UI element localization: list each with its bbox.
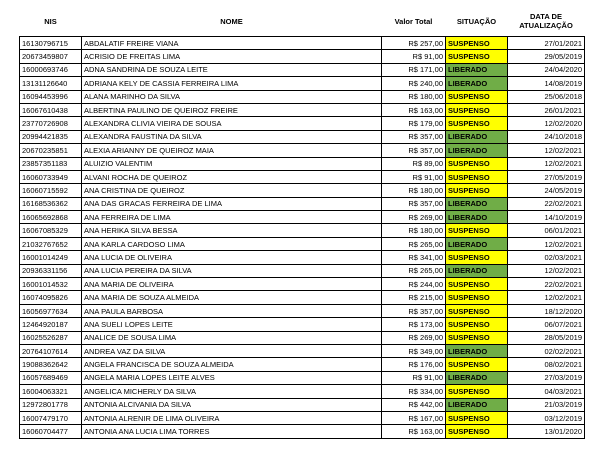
table-row: [20, 103, 585, 116]
cell-nis: 16001014249: [20, 251, 82, 264]
cell-valor-total: R$ 180,00: [382, 184, 446, 197]
cell-data-atualizacao: 14/08/2019: [508, 77, 585, 90]
cell-nome: ANA KARLA CARDOSO LIMA: [82, 237, 382, 250]
cell-situacao: LIBERADO: [446, 130, 508, 143]
cell-situacao: SUSPENSO: [446, 318, 508, 331]
cell-situacao: LIBERADO: [446, 77, 508, 90]
table-row: [20, 318, 585, 331]
cell-situacao: SUSPENSO: [446, 184, 508, 197]
cell-valor-total: R$ 91,00: [382, 371, 446, 384]
table-row: [20, 411, 585, 424]
cell-situacao: SUSPENSO: [446, 103, 508, 116]
cell-valor-total: R$ 265,00: [382, 264, 446, 277]
table-row: [20, 344, 585, 357]
cell-valor-total: R$ 257,00: [382, 37, 446, 50]
cell-situacao: LIBERADO: [446, 144, 508, 157]
cell-data-atualizacao: 12/02/2021: [508, 144, 585, 157]
cell-nome: ANGELICA MICHERLY DA SILVA: [82, 385, 382, 398]
table-row: [20, 278, 585, 291]
cell-situacao: SUSPENSO: [446, 157, 508, 170]
cell-valor-total: R$ 442,00: [382, 398, 446, 411]
cell-valor-total: R$ 91,00: [382, 50, 446, 63]
cell-nome: ANA MARIA DE SOUZA ALMEIDA: [82, 291, 382, 304]
cell-data-atualizacao: 27/01/2021: [508, 37, 585, 50]
header-nome: NOME: [220, 16, 243, 26]
header-data-line2: ATUALIZAÇÃO: [519, 21, 573, 30]
cell-situacao: SUSPENSO: [446, 385, 508, 398]
cell-valor-total: R$ 269,00: [382, 211, 446, 224]
cell-nome: ANA CRISTINA DE QUEIROZ: [82, 184, 382, 197]
cell-valor-total: R$ 357,00: [382, 130, 446, 143]
cell-situacao: LIBERADO: [446, 344, 508, 357]
cell-valor-total: R$ 180,00: [382, 90, 446, 103]
cell-data-atualizacao: 12/02/2021: [508, 237, 585, 250]
cell-nis: 16060704477: [20, 425, 82, 438]
cell-nome: ANTONIA ANA LUCIA LIMA TORRES: [82, 425, 382, 438]
cell-nis: 16000693746: [20, 63, 82, 76]
cell-valor-total: R$ 173,00: [382, 318, 446, 331]
cell-nis: 16001014532: [20, 278, 82, 291]
cell-nome: ANA FERREIRA DE LIMA: [82, 211, 382, 224]
table-row: [20, 264, 585, 277]
header-nis: NIS: [44, 16, 57, 26]
cell-data-atualizacao: 02/03/2021: [508, 251, 585, 264]
cell-nome: ALBERTINA PAULINO DE QUEIROZ FREIRE: [82, 103, 382, 116]
cell-situacao: LIBERADO: [446, 264, 508, 277]
cell-nome: ALEXIA ARIANNY DE QUEIROZ MAIA: [82, 144, 382, 157]
cell-nis: 21032767652: [20, 237, 82, 250]
table-row: [20, 211, 585, 224]
cell-valor-total: R$ 265,00: [382, 237, 446, 250]
table-row: [20, 197, 585, 210]
cell-nis: 16060715592: [20, 184, 82, 197]
cell-nome: ADRIANA KELY DE CASSIA FERREIRA LIMA: [82, 77, 382, 90]
header-row: [20, 6, 585, 37]
cell-data-atualizacao: 06/01/2021: [508, 224, 585, 237]
cell-nome: ANA HERIKA SILVA BESSA: [82, 224, 382, 237]
header-data-line1: DATA DE: [530, 12, 562, 21]
cell-data-atualizacao: 22/02/2021: [508, 278, 585, 291]
cell-situacao: LIBERADO: [446, 237, 508, 250]
cell-valor-total: R$ 179,00: [382, 117, 446, 130]
cell-nis: 16004063321: [20, 385, 82, 398]
cell-situacao: LIBERADO: [446, 371, 508, 384]
table-row: [20, 304, 585, 317]
cell-nome: ANA LUCIA PEREIRA DA SILVA: [82, 264, 382, 277]
cell-nome: ANA LUCIA DE OLIVEIRA: [82, 251, 382, 264]
table-row: [20, 184, 585, 197]
cell-nis: 20673459807: [20, 50, 82, 63]
cell-nome: ACRISIO DE FREITAS LIMA: [82, 50, 382, 63]
cell-nome: ANA MARIA DE OLIVEIRA: [82, 278, 382, 291]
cell-nome: ANALICE DE SOUSA LIMA: [82, 331, 382, 344]
cell-situacao: SUSPENSO: [446, 224, 508, 237]
cell-valor-total: R$ 215,00: [382, 291, 446, 304]
cell-situacao: SUSPENSO: [446, 90, 508, 103]
cell-data-atualizacao: 06/07/2021: [508, 318, 585, 331]
table-row: [20, 170, 585, 183]
cell-nis: 16168536362: [20, 197, 82, 210]
cell-nome: ALANA MARINHO DA SILVA: [82, 90, 382, 103]
cell-valor-total: R$ 357,00: [382, 144, 446, 157]
cell-situacao: SUSPENSO: [446, 331, 508, 344]
cell-valor-total: R$ 180,00: [382, 224, 446, 237]
cell-nome: ABDALATIF FREIRE VIANA: [82, 37, 382, 50]
beneficiaries-table: [19, 6, 585, 439]
cell-data-atualizacao: 04/03/2021: [508, 385, 585, 398]
cell-data-atualizacao: 12/02/2021: [508, 157, 585, 170]
cell-nis: 20670235851: [20, 144, 82, 157]
cell-valor-total: R$ 89,00: [382, 157, 446, 170]
cell-nis: 16025526287: [20, 331, 82, 344]
table-row: [20, 130, 585, 143]
table-body: [20, 37, 585, 439]
cell-nis: 12464920187: [20, 318, 82, 331]
table-row: [20, 157, 585, 170]
cell-situacao: SUSPENSO: [446, 37, 508, 50]
cell-situacao: SUSPENSO: [446, 425, 508, 438]
cell-nome: ANA PAULA BARBOSA: [82, 304, 382, 317]
cell-situacao: SUSPENSO: [446, 411, 508, 424]
table-row: [20, 224, 585, 237]
table-row: [20, 50, 585, 63]
cell-nis: 20936331156: [20, 264, 82, 277]
cell-nis: 19088362642: [20, 358, 82, 371]
cell-data-atualizacao: 12/02/2021: [508, 264, 585, 277]
cell-nome: ANGELA MARIA LOPES LEITE ALVES: [82, 371, 382, 384]
cell-situacao: SUSPENSO: [446, 50, 508, 63]
cell-situacao: LIBERADO: [446, 211, 508, 224]
cell-data-atualizacao: 12/02/2020: [508, 117, 585, 130]
cell-situacao: SUSPENSO: [446, 170, 508, 183]
table-row: [20, 385, 585, 398]
header-valor-total: Valor Total: [394, 16, 433, 26]
cell-nis: 13131126640: [20, 77, 82, 90]
cell-nome: ALVANI ROCHA DE QUEIROZ: [82, 170, 382, 183]
table-row: [20, 251, 585, 264]
table-row: [20, 117, 585, 130]
cell-valor-total: R$ 349,00: [382, 344, 446, 357]
cell-nome: ANTONIA ALRENIR DE LIMA OLIVEIRA: [82, 411, 382, 424]
cell-valor-total: R$ 334,00: [382, 385, 446, 398]
cell-valor-total: R$ 167,00: [382, 411, 446, 424]
cell-nis: 16065692868: [20, 211, 82, 224]
cell-nis: 16067610438: [20, 103, 82, 116]
cell-situacao: LIBERADO: [446, 63, 508, 76]
cell-data-atualizacao: 02/02/2021: [508, 344, 585, 357]
header-situacao: SITUAÇÃO: [456, 16, 497, 26]
table-row: [20, 358, 585, 371]
cell-nis: 23857351183: [20, 157, 82, 170]
cell-nis: 16074095826: [20, 291, 82, 304]
cell-data-atualizacao: 22/02/2021: [508, 197, 585, 210]
cell-situacao: SUSPENSO: [446, 304, 508, 317]
cell-valor-total: R$ 244,00: [382, 278, 446, 291]
cell-situacao: SUSPENSO: [446, 278, 508, 291]
cell-data-atualizacao: 21/03/2019: [508, 398, 585, 411]
cell-nome: ANA DAS GRACAS FERREIRA DE LIMA: [82, 197, 382, 210]
cell-nome: ANDREA VAZ DA SILVA: [82, 344, 382, 357]
cell-nis: 16057689469: [20, 371, 82, 384]
table-row: [20, 63, 585, 76]
cell-situacao: SUSPENSO: [446, 291, 508, 304]
header-data-atualizacao: [508, 6, 585, 37]
cell-data-atualizacao: 28/05/2019: [508, 331, 585, 344]
cell-valor-total: R$ 91,00: [382, 170, 446, 183]
cell-valor-total: R$ 163,00: [382, 103, 446, 116]
table-row: [20, 425, 585, 438]
cell-valor-total: R$ 240,00: [382, 77, 446, 90]
cell-nome: ALEXANDRA FAUSTINA DA SILVA: [82, 130, 382, 143]
cell-valor-total: R$ 357,00: [382, 197, 446, 210]
cell-valor-total: R$ 176,00: [382, 358, 446, 371]
cell-nome: ANA SUELI LOPES LEITE: [82, 318, 382, 331]
cell-nome: ALEXANDRA CLIVIA VIEIRA DE SOUSA: [82, 117, 382, 130]
cell-data-atualizacao: 24/10/2018: [508, 130, 585, 143]
cell-nis: 12972801778: [20, 398, 82, 411]
cell-data-atualizacao: 08/02/2021: [508, 358, 585, 371]
cell-data-atualizacao: 24/04/2020: [508, 63, 585, 76]
cell-data-atualizacao: 18/12/2020: [508, 304, 585, 317]
cell-nis: 16094453996: [20, 90, 82, 103]
cell-nome: ADNA SANDRINA DE SOUZA LEITE: [82, 63, 382, 76]
table-row: [20, 37, 585, 50]
cell-valor-total: R$ 163,00: [382, 425, 446, 438]
cell-nis: 20764107614: [20, 344, 82, 357]
cell-data-atualizacao: 12/02/2021: [508, 291, 585, 304]
cell-data-atualizacao: 27/03/2019: [508, 371, 585, 384]
cell-data-atualizacao: 24/05/2019: [508, 184, 585, 197]
cell-nis: 23770726908: [20, 117, 82, 130]
cell-nis: 16067085329: [20, 224, 82, 237]
cell-data-atualizacao: 03/12/2019: [508, 411, 585, 424]
cell-nis: 16060733949: [20, 170, 82, 183]
cell-data-atualizacao: 29/05/2019: [508, 50, 585, 63]
cell-situacao: LIBERADO: [446, 398, 508, 411]
cell-data-atualizacao: 25/06/2018: [508, 90, 585, 103]
cell-data-atualizacao: 26/01/2021: [508, 103, 585, 116]
cell-situacao: SUSPENSO: [446, 117, 508, 130]
cell-situacao: SUSPENSO: [446, 251, 508, 264]
cell-data-atualizacao: 14/10/2019: [508, 211, 585, 224]
cell-valor-total: R$ 357,00: [382, 304, 446, 317]
cell-nis: 16056977634: [20, 304, 82, 317]
cell-valor-total: R$ 171,00: [382, 63, 446, 76]
cell-nis: 16007479170: [20, 411, 82, 424]
table-row: [20, 291, 585, 304]
cell-data-atualizacao: 13/01/2020: [508, 425, 585, 438]
cell-situacao: SUSPENSO: [446, 358, 508, 371]
cell-nis: 16130796715: [20, 37, 82, 50]
table-row: [20, 144, 585, 157]
cell-valor-total: R$ 269,00: [382, 331, 446, 344]
cell-nome: ANTONIA ALCIVANIA DA SILVA: [82, 398, 382, 411]
table-row: [20, 331, 585, 344]
table-row: [20, 371, 585, 384]
table-row: [20, 237, 585, 250]
cell-nome: ALUIZIO VALENTIM: [82, 157, 382, 170]
table-row: [20, 90, 585, 103]
table-row: [20, 398, 585, 411]
cell-nome: ANGELA FRANCISCA DE SOUZA ALMEIDA: [82, 358, 382, 371]
cell-data-atualizacao: 27/05/2019: [508, 170, 585, 183]
spreadsheet: [19, 6, 584, 439]
table-row: [20, 77, 585, 90]
cell-situacao: LIBERADO: [446, 197, 508, 210]
cell-valor-total: R$ 341,00: [382, 251, 446, 264]
cell-nis: 20994421835: [20, 130, 82, 143]
